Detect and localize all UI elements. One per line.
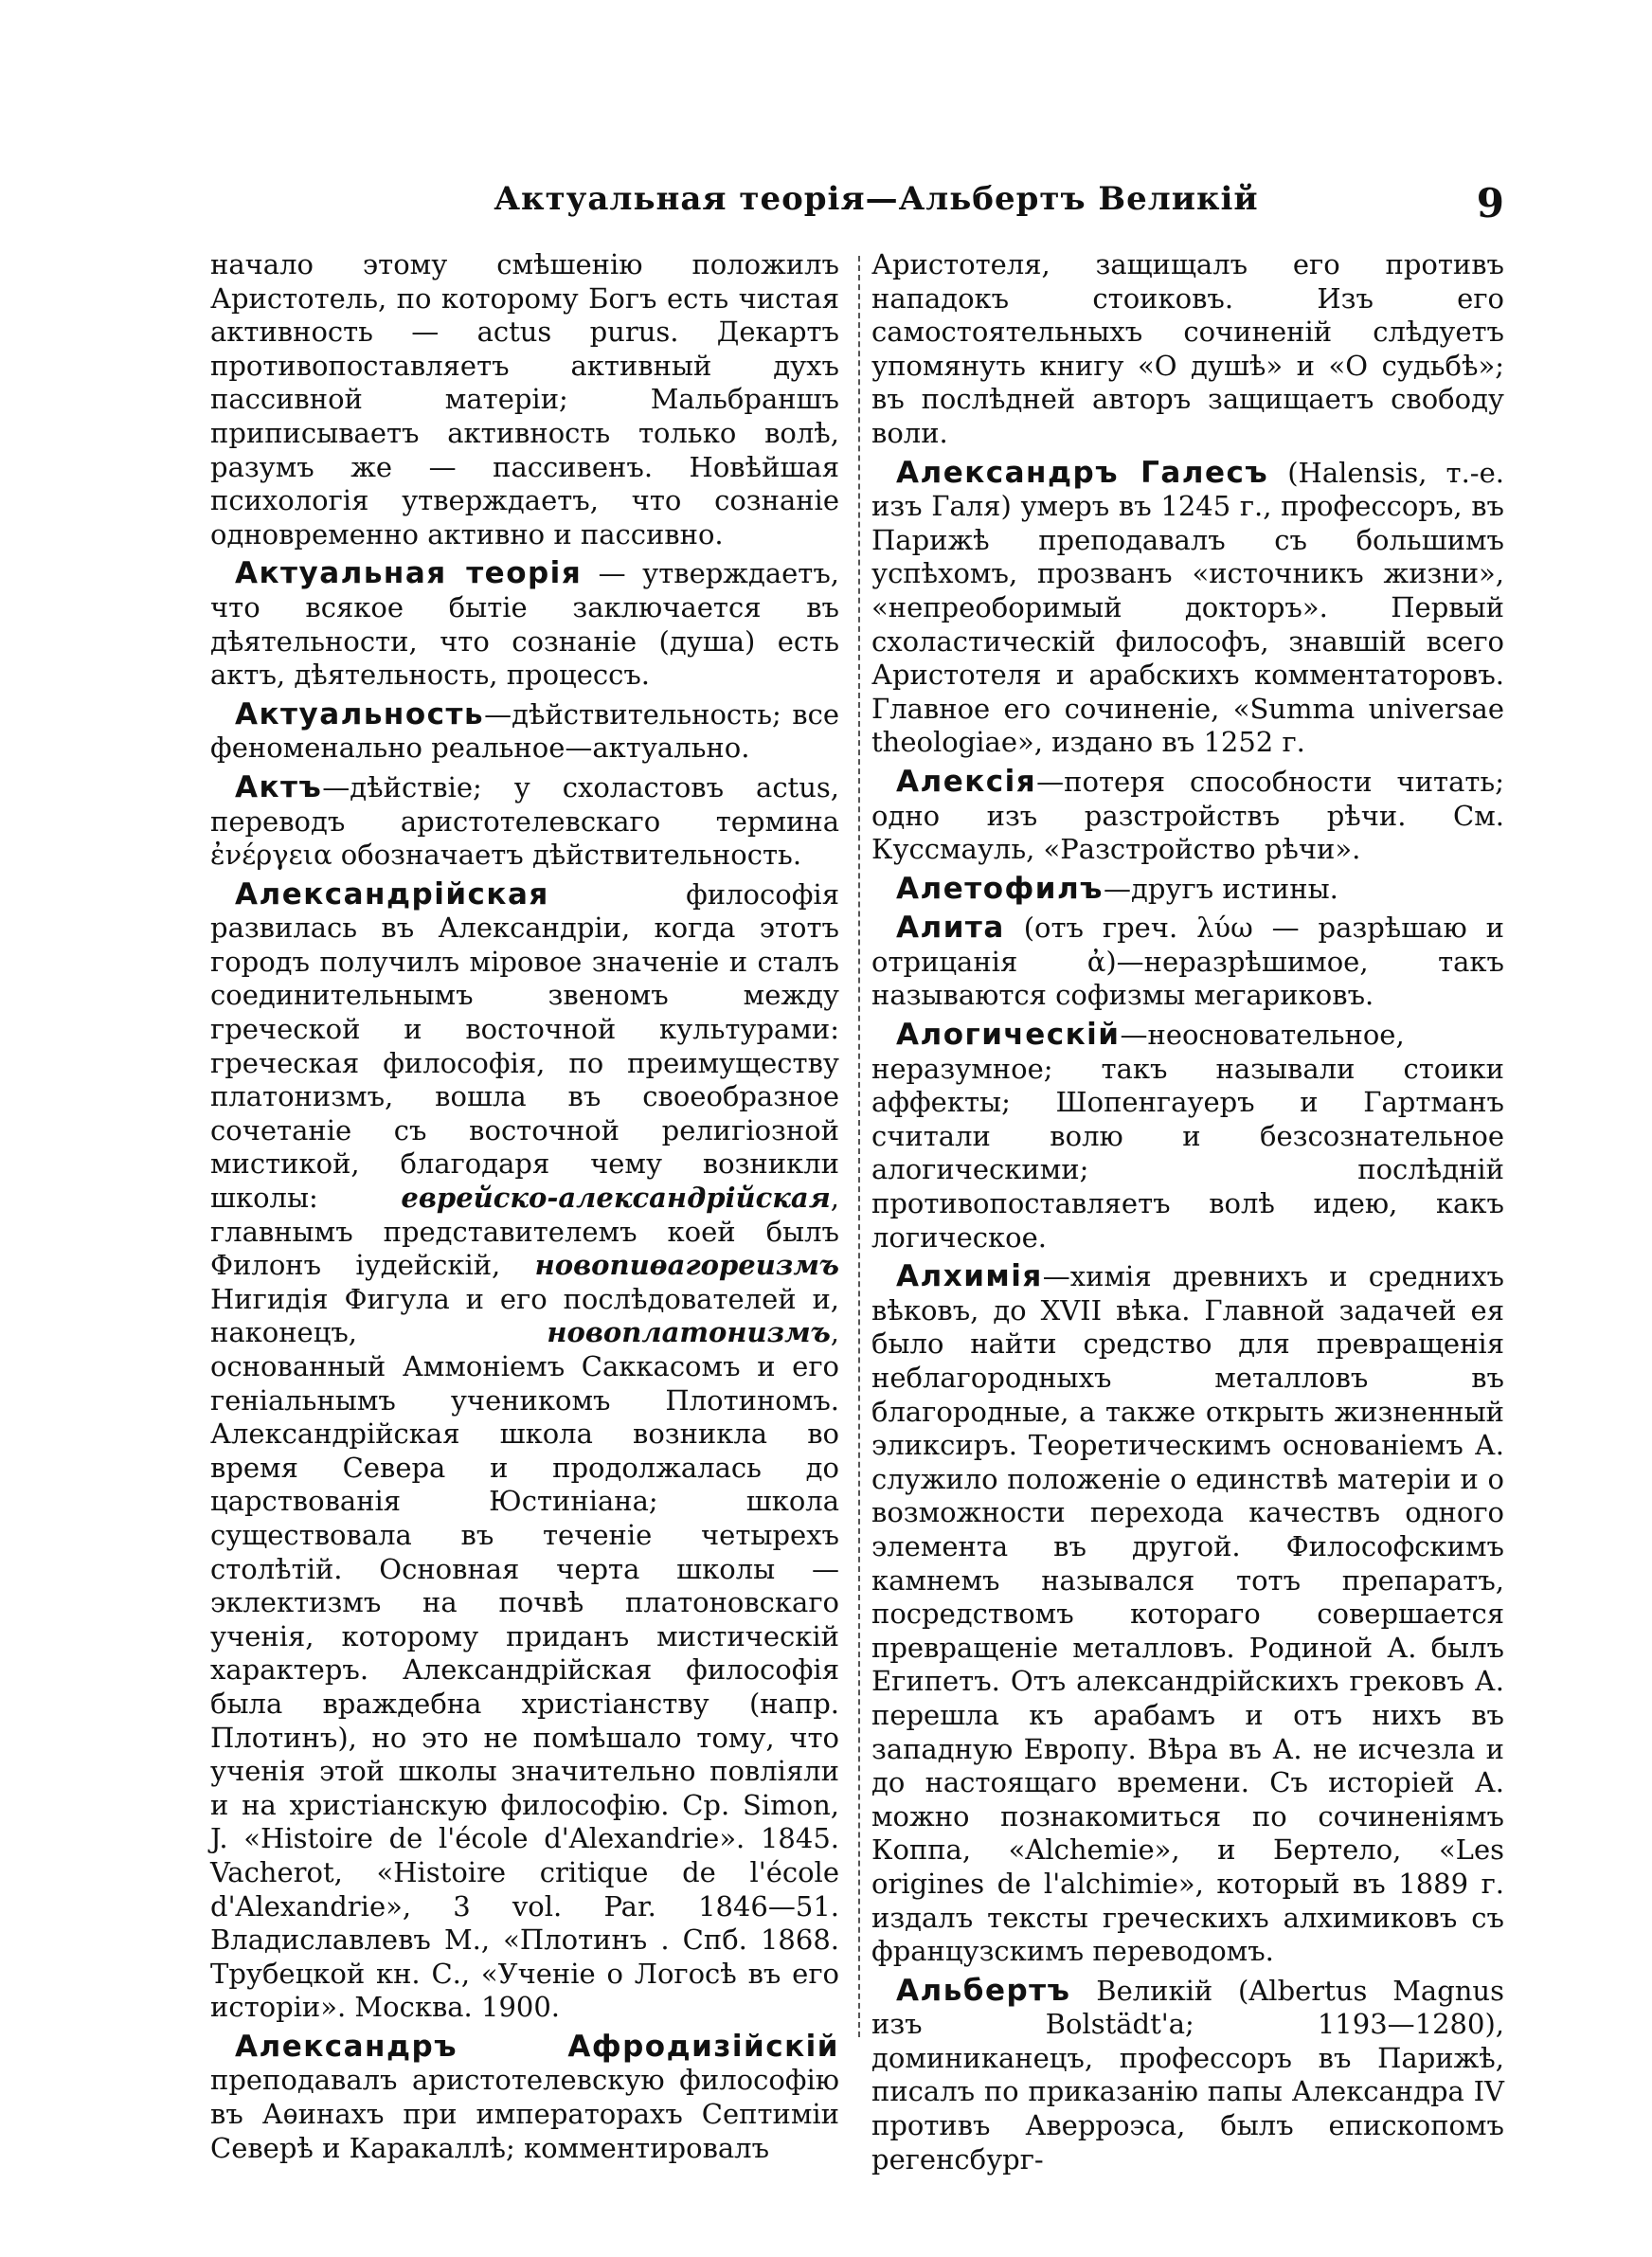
headword: Александрійская [235,876,549,912]
running-head: Актуальная теорія—Альбертъ Великій [494,180,1259,218]
page-number: 9 [1476,180,1504,226]
entry-albert: Альбертъ Великій (Albertus Magnus изъ Bolstädt'a; 1193—1280), доминиканецъ, профессоръ въ Парижѣ, писалъ по приказанію папы Александра IV противъ Аверроэса, былъ епископомъ регенсбург- [871,1973,1504,2176]
entry-aleksandriyskaya: Александрійская философія развилась въ Александріи, когда этотъ городъ получилъ міровое значеніе и сталъ соединительнымъ звеномъ между греческой и восточной культурами: греческая философія, по преимуществу платонизмъ, вошла въ своеобразное сочетаніе съ восточной религіозной мистикой, благодаря чему возникли школы: еврейско-александрійская, главнымъ представителемъ коей былъ Филонъ іудейскій, новопиѳагореизмъ Нигидія Фигула и его послѣдователей и, наконецъ, новоплатонизмъ, основанный Аммоніемъ Саккасомъ и его геніальнымъ ученикомъ Плотиномъ. Александрійская школа возникла во время Севера и продолжалась до царствованія Юстиніана; школа существовала въ теченіе четырехъ столѣтій. Основная черта школы — эклектизмъ на почвѣ платоновскаго ученія, которому приданъ мистическій характеръ. Александрійская философія была враждебна христіанству (напр. Плотинъ), но это не помѣшало тому, что ученія этой школы значительно повліяли и на христіанскую философію. Ср. Simon, J. «Histoire de l'école d'Alexandrie». 1845. Vacherot, «Histoire critique de l'école d'Alexandrie», 3 vol. Par. 1846—51. Владиславлевъ М., «Плотинъ . Спб. 1868. Трубецкой кн. С., «Ученіе о Логосѣ въ его исторіи». Москва. 1900. [210,876,839,2024]
entry-alkhimiya: Алхимія—химія древнихъ и среднихъ вѣковъ, до XVII вѣка. Главной задачей ея было найти средство для превращенія неблагородныхъ металловъ въ благородные, а также открыть жизненный эликсиръ. Теоретическимъ основаніемъ А. служило положеніе о единствѣ матеріи и о возможности перехода качествъ одного элемента въ другой. Философскимъ камнемъ назывался тотъ препаратъ, посредствомъ котораго совершается превращеніе металловъ. Родиной А. былъ Египетъ. Отъ александрійскихъ грековъ А. перешла къ арабамъ и отъ нихъ въ западную Европу. Вѣра въ А. не исчезла и до настоящаго времени. Съ исторіей А. можно познакомиться по сочиненіямъ Коппа, «Alchemie», и Бертело, «Les origines de l'alchimie», который въ 1889 г. издалъ тексты греческихъ алхимиковъ съ французскимъ переводомъ. [871,1259,1504,1968]
column-divider [858,256,860,2037]
entry-aktualnaya-teoriya: Актуальная теорія — утверждаетъ, что всякое бытіе заключается въ дѣятельности, что сознаніе (душа) есть актъ, дѣятельность, процессъ. [210,556,839,692]
entry-continued-afrodiziyskiy: Аристотеля, защищалъ его противъ нападокъ стоиковъ. Изъ его самостоятельныхъ сочиненій слѣдуетъ упомянуть книгу «О душѣ» и «О судьбѣ»; въ послѣдней авторъ защищаетъ свободу воли. [871,248,1504,449]
entry-aletofil: Алетофилъ—другъ истины. [896,871,1338,906]
entry-aleksandr-afrodiziyskiy: Александръ Афродизійскій преподавалъ аристотелевскую философію въ Аѳинахъ при императорахъ Септиміи Северѣ и Каракаллѣ; комментировалъ [210,2029,839,2164]
entry-akt: Актъ—дѣйствіе; у схоластовъ actus, переводъ аристотелевскаго термина ἐνέργεια обозначаетъ дѣйствительность. [210,769,839,872]
entry-aleksiya: Алексія—потеря способности читать; одно изъ разстройствъ рѣчи. См. Куссмауль, «Разстройство рѣчи». [871,764,1504,866]
headword: Альбертъ [896,1973,1071,2008]
headword: Алетофилъ [896,871,1104,906]
headword: Актуальность [235,696,485,731]
left-column [210,248,839,2171]
headword: Александръ Галесъ [896,455,1269,490]
entry-aleksandr-gales: Александръ Галесъ (Halensis, т.-е. изъ Галя) умеръ въ 1245 г., профессоръ, въ Парижѣ преподавалъ съ большимъ успѣхомъ, прозванъ «источникъ жизни», «непреоборимый докторъ». Первый схоластическій философъ, знавшій всего Аристотеля и арабскихъ комментаторовъ. Главное его сочиненіе, «Summa universae theologiae», издано въ 1252 г. [871,455,1504,759]
headword: Алогическій [896,1018,1121,1053]
headword: Александръ Афродизійскій [235,2029,839,2064]
headword: Алексія [896,764,1037,799]
entry-alogicheskiy: Алогическій—неосновательное, неразумное; такъ называли стоики аффекты; Шопенгауеръ и Гартманъ считали волю и безсознательное алогическими; послѣдній противопоставляетъ волѣ идею, какъ логическое. [871,1018,1504,1254]
headword: Актъ [235,769,323,804]
entry-continued-aristotle: начало этому смѣшенію положилъ Аристотель, по которому Богъ есть чистая активность — actus purus. Декартъ противопоставляетъ активный духъ пассивной матеріи; Мальбраншъ приписываетъ активность только волѣ, разумъ же — пассивенъ. Новѣйшая психологія утверждаетъ, что сознаніе одновременно активно и пассивно. [210,248,839,551]
right-column [871,248,1504,2182]
headword: Актуальная теорія [235,556,583,591]
headword: Алхимія [896,1259,1043,1294]
entry-aktualnost: Актуальность—дѣйствительность; все феноменально реальное—актуально. [210,696,839,765]
headword: Алита [896,911,1005,946]
entry-alita: Алита (отъ греч. λύω — разрѣшаю и отрицанія ἀ)—неразрѣшимое, такъ называются софизмы мегариковъ. [871,911,1504,1012]
